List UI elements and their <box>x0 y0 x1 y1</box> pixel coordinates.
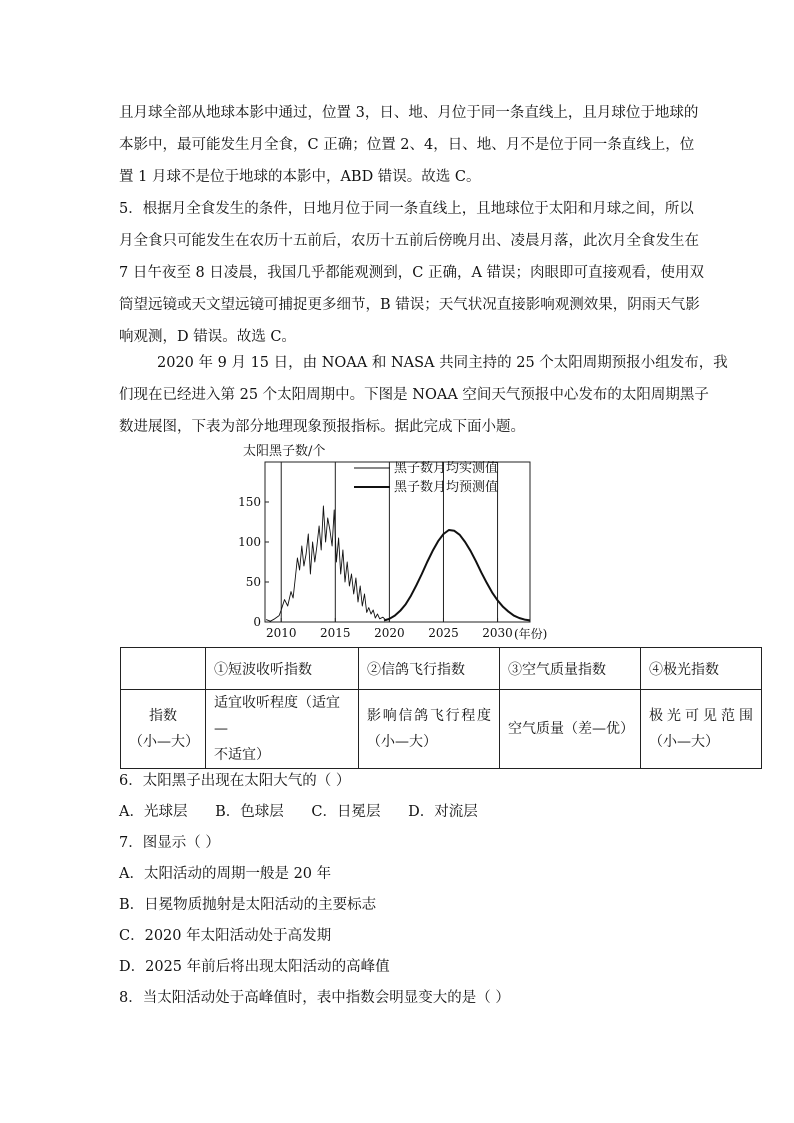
answer5-line-3: 7 日午夜至 8 日凌晨，我国几乎都能观测到，C 正确，A 错误；肉眼即可直接观看，使用双 <box>119 265 705 281</box>
table-corner <box>121 648 206 690</box>
x-tick-label-2030: 2030 <box>482 626 513 640</box>
row-head-range: （小—大） <box>129 734 199 750</box>
answer5-line-5: 响观测，D 错误。故选 C。 <box>119 329 296 345</box>
sunspot-chart <box>238 440 568 645</box>
y-tick-label-0: 0 <box>253 615 261 629</box>
chart-y-label: 太阳黑子数/个 <box>243 444 326 459</box>
prev-answer-line-3: 置 1 月球不是位于地球的本影中，ABD 错误。故选 C。 <box>119 169 481 185</box>
table-body-row <box>121 690 762 769</box>
cell-aurora-line-2: （小—大） <box>649 734 719 750</box>
table-header-row <box>121 648 762 690</box>
y-tick-label-100: 100 <box>238 535 261 549</box>
x-tick-label-2025: 2025 <box>428 626 459 640</box>
intro-line-2: 们现在已经进入第 25 个太阳周期中。下图是 NOAA 空间天气预报中心发布的太阳周期黑子 <box>119 387 709 403</box>
cell-pigeon-line-2: （小—大） <box>367 734 437 750</box>
index-table <box>120 647 762 769</box>
y-tick-label-150: 150 <box>238 495 261 509</box>
x-tick-label-2020: 2020 <box>374 626 405 640</box>
answer5-line-4: 筒望远镜或天文望远镜可捕捉更多细节，B 错误；天气状况直接影响观测效果，阴雨天气影 <box>119 297 700 313</box>
cell-shortwave <box>206 690 359 769</box>
table-row-head <box>121 690 206 769</box>
series-line-2 <box>384 530 530 620</box>
chart-x-label: (年份) <box>514 627 548 641</box>
table-header-pigeon: ②信鸽飞行指数 <box>359 648 500 690</box>
x-tick-label-2010: 2010 <box>265 626 297 640</box>
question-8-stem: 8．当太阳活动处于高峰值时，表中指数会明显变大的是（ ） <box>119 990 510 1006</box>
answer5-line-1: 5．根据月全食发生的条件，日地月位于同一条直线上，且地球位于太阳和月球之间，所以 <box>119 201 694 217</box>
table-header-shortwave: ①短波收听指数 <box>206 648 359 690</box>
x-tick-label-2015: 2015 <box>320 626 351 640</box>
cell-aurora <box>641 690 762 769</box>
cell-shortwave-line-1: 适宜收听程度（适宜— <box>214 695 340 737</box>
row-head-label: 指数 <box>149 708 177 724</box>
cell-air-line-1: 空气质量（差—优） <box>508 721 634 737</box>
cell-air <box>500 690 641 769</box>
question-7-option-c: C．2020 年太阳活动处于高发期 <box>119 928 332 944</box>
y-tick-label-50: 50 <box>245 575 261 589</box>
question-7-option-b: B．日冕物质抛射是太阳活动的主要标志 <box>119 897 377 913</box>
table-header-aurora: ④极光指数 <box>641 648 762 690</box>
legend-label-2: 黑子数月均预测值 <box>394 480 499 495</box>
intro-line-1: 2020 年 9 月 15 日，由 NOAA 和 NASA 共同主持的 25 个太阳周期预报小组发布，我 <box>157 355 728 371</box>
question-7-stem: 7．图显示（ ） <box>119 835 220 851</box>
intro-line-3: 数进展图，下表为部分地理现象预报指标。据此完成下面小题。 <box>119 419 525 435</box>
cell-shortwave-line-2: 不适宜） <box>214 747 270 763</box>
cell-pigeon-line-1: 影响信鸽飞行程度 <box>367 708 491 724</box>
question-6-options: A．光球层 B．色球层 C．日冕层 D．对流层 <box>119 804 478 820</box>
prev-answer-line-1: 且月球全部从地球本影中通过，位置 3，日、地、月位于同一条直线上，且月球位于地球的 <box>119 105 699 121</box>
prev-answer-line-2: 本影中，最可能发生月全食，C 正确；位置 2、4，日、地、月不是位于同一条直线上，位 <box>119 137 695 153</box>
question-6-stem: 6．太阳黑子出现在太阳大气的（ ） <box>119 773 351 789</box>
legend-label-1: 黑子数月均实测值 <box>394 461 499 476</box>
cell-pigeon <box>359 690 500 769</box>
answer5-line-2: 月全食只可能发生在农历十五前后，农历十五前后傍晚月出、凌晨月落，此次月全食发生在 <box>119 233 699 249</box>
series-line-1 <box>266 506 388 621</box>
table-header-air: ③空气质量指数 <box>500 648 641 690</box>
cell-aurora-line-1: 极光可见范围 <box>649 708 753 724</box>
question-7-option-d: D．2025 年前后将出现太阳活动的高峰值 <box>119 959 390 975</box>
question-7-option-a: A．太阳活动的周期一般是 20 年 <box>119 866 332 882</box>
